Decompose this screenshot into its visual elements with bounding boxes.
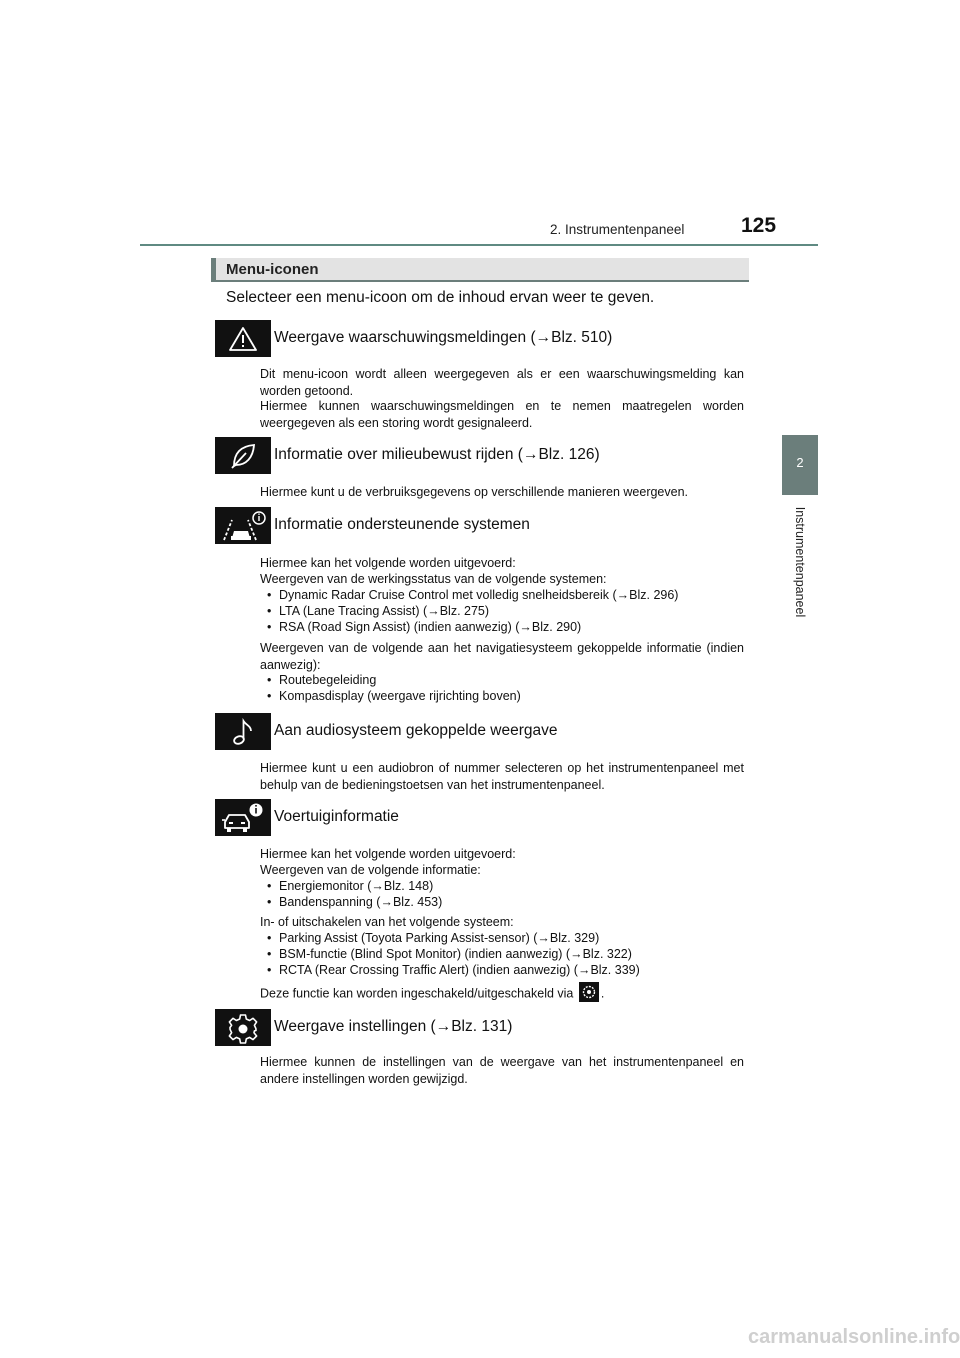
entry-paragraph: Hiermee kunt u de verbruiksgegevens op verschillende manieren weergeven.: [260, 485, 689, 499]
entry-title: Weergave waarschuwingsmeldingen (→Blz. 510): [274, 329, 613, 346]
eco-leaf-icon: [215, 437, 271, 474]
entry-paragraph: Weergeven van de werkingsstatus van de volgende systemen:: [260, 572, 607, 586]
entry-paragraph: Weergeven van de volgende informatie:: [260, 863, 481, 877]
list-item: • LTA (Lane Tracing Assist) (→Blz. 275): [267, 604, 490, 618]
entry-paragraph: Hiermee kunnen de instellingen van de weergave van het instrumentenpaneel en andere instellingen worden gewijzigd.: [260, 1055, 744, 1086]
entry-paragraph: Hiermee kan het volgende worden uitgevoerd:: [260, 847, 516, 861]
entry-title: Weergave instellingen (→Blz. 131): [274, 1018, 513, 1035]
entry-title: Voertuiginformatie: [274, 808, 399, 825]
header-divider: [140, 244, 818, 246]
list-item: • Kompasdisplay (weergave rijrichting boven): [267, 689, 521, 703]
warning-triangle-icon: [215, 320, 271, 357]
list-item: • Routebegeleiding: [267, 673, 377, 687]
list-item: • RSA (Road Sign Assist) (indien aanwezig) (→Blz. 290): [267, 620, 582, 634]
section-heading-bar: [211, 258, 749, 282]
entry-paragraph: Dit menu-icoon wordt alleen weergegeven als er een waarschuwingsmelding kan worden getoond.: [260, 367, 744, 398]
settings-gear-icon: [215, 1009, 271, 1046]
list-item: • RCTA (Rear Crossing Traffic Alert) (indien aanwezig) (→Blz. 339): [267, 963, 640, 977]
music-note-icon: [215, 713, 271, 750]
chapter-side-label: Instrumentenpaneel: [793, 506, 807, 618]
settings-gear-icon: [579, 982, 599, 1002]
chapter-tab: 2: [782, 435, 818, 495]
list-item: • Dynamic Radar Cruise Control met volledig snelheidsbereik (→Blz. 296): [267, 588, 679, 602]
entry-title: Informatie over milieubewust rijden (→Blz. 126): [274, 446, 600, 463]
watermark: carmanualsonline.info: [748, 1326, 960, 1348]
entry-title: Aan audiosysteem gekoppelde weergave: [274, 722, 558, 739]
driving-support-icon: [215, 507, 271, 544]
list-item: • Energiemonitor (→Blz. 148): [267, 879, 434, 893]
entry-paragraph: Hiermee kunt u een audiobron of nummer selecteren op het instrumentenpaneel met behulp van de bedieningstoetsen van het instrumentenpaneel.: [260, 761, 744, 792]
entry-paragraph: Hiermee kunnen waarschuwingsmeldingen en te nemen maatregelen worden weergegeven als een storing wordt gesignaleerd.: [260, 399, 744, 430]
header-section-title: 2. Instrumentenpaneel: [550, 222, 685, 237]
entry-title: Informatie ondersteunende systemen: [274, 516, 530, 533]
entry-paragraph: Hiermee kan het volgende worden uitgevoerd:: [260, 556, 516, 570]
list-item: • BSM-functie (Blind Spot Monitor) (indien aanwezig) (→Blz. 322): [267, 947, 632, 961]
page-number: 125: [741, 214, 777, 237]
entry-paragraph: Deze functie kan worden ingeschakeld/uitgeschakeld via .: [260, 984, 744, 1004]
section-intro: Selecteer een menu-icoon om de inhoud ervan weer te geven.: [226, 289, 655, 306]
vehicle-info-icon: [215, 799, 271, 836]
list-item: • Bandenspanning (→Blz. 453): [267, 895, 443, 909]
entry-paragraph: In- of uitschakelen van het volgende systeem:: [260, 915, 514, 929]
section-title: Menu-iconen: [226, 261, 319, 278]
entry-paragraph: Weergeven van de volgende aan het navigatiesysteem gekoppelde informatie (indien aanwezig):: [260, 641, 744, 672]
list-item: • Parking Assist (Toyota Parking Assist-sensor) (→Blz. 329): [267, 931, 600, 945]
